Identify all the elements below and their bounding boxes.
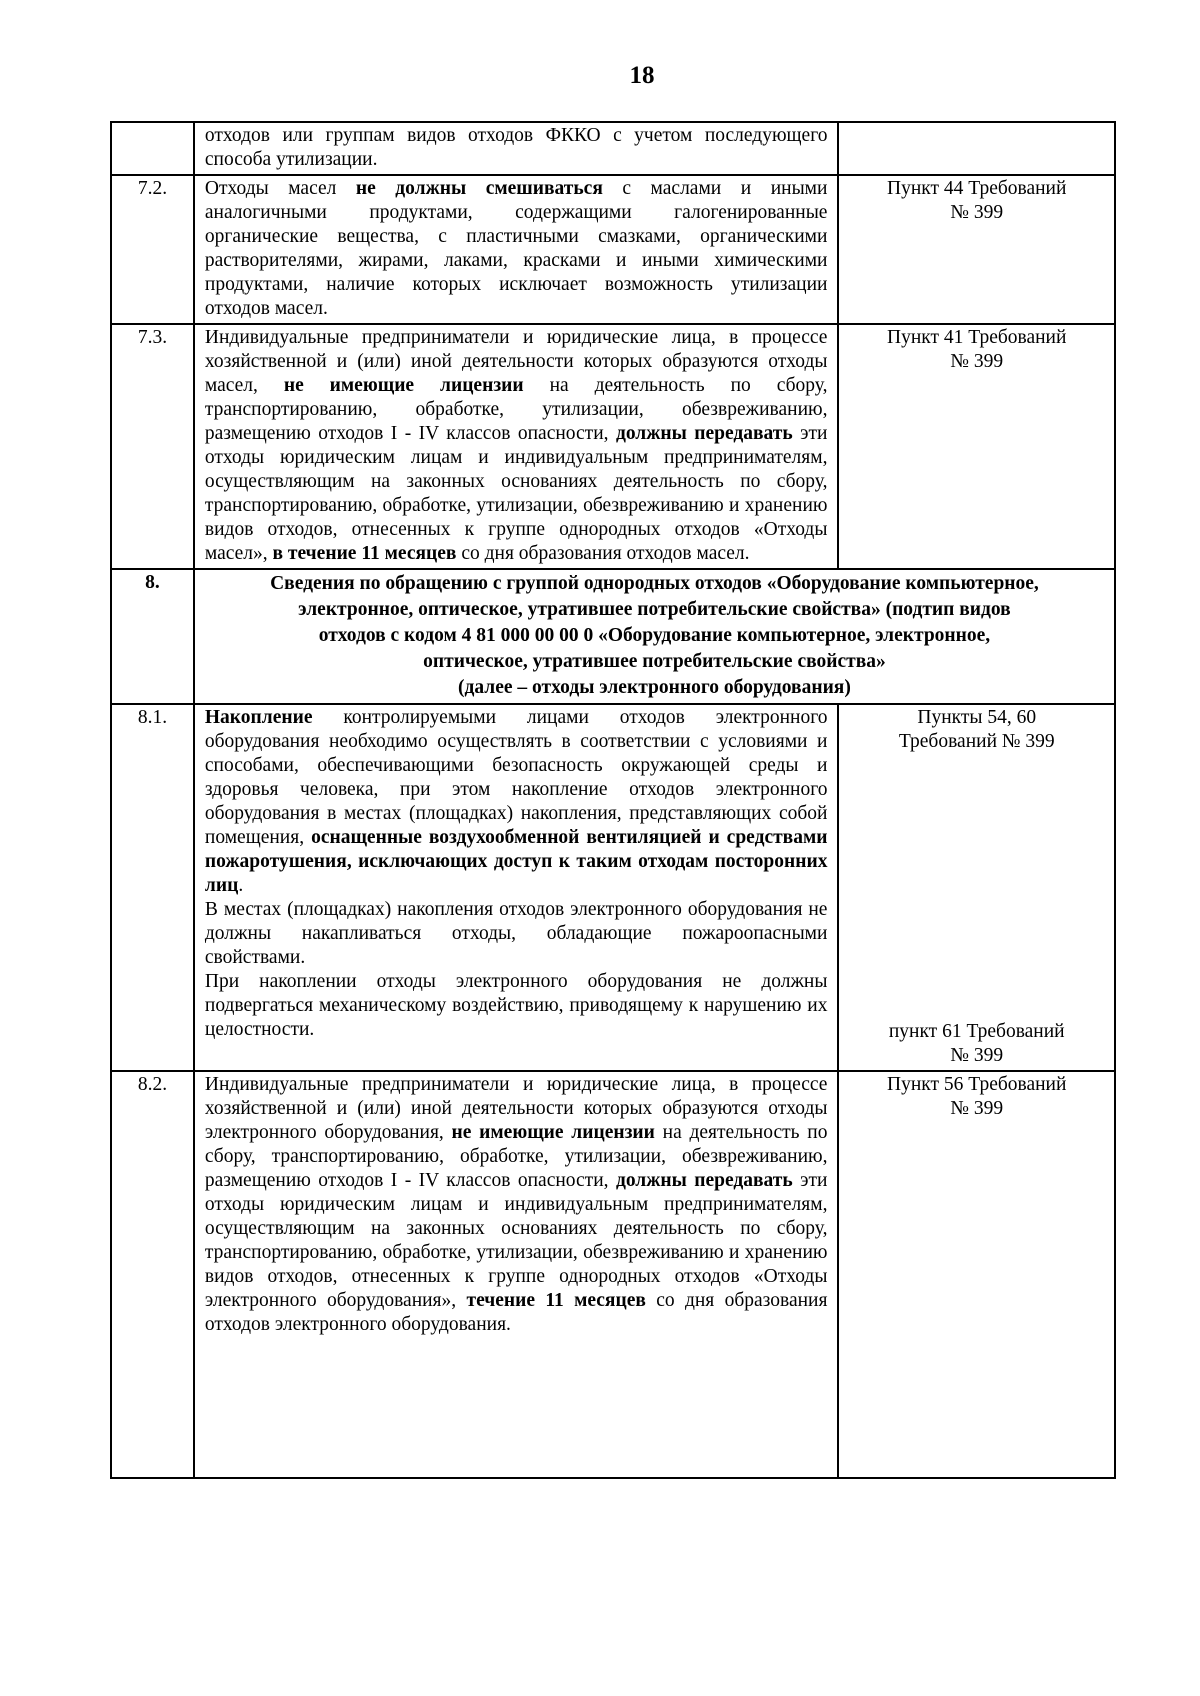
table-row xyxy=(111,1071,1115,1478)
reference-line: № 399 xyxy=(950,1045,1004,1066)
reference-cell xyxy=(838,122,1115,175)
text-fragment: с маслами и иными аналогичными продуктами, содержащими галогенированные органические вещества, с пластичными смазками, органическими растворителями, жирами, лаками, красками и иными химическими продуктами, наличие которых исключает возможность утилизации отходов масел. xyxy=(204,178,828,319)
row-number: 8.1. xyxy=(111,704,194,1071)
reference-cell xyxy=(838,324,1115,569)
requirements-table xyxy=(110,121,1116,1479)
text-fragment: на деятельность по сбору, транспортированию, обработке, утилизации, обезвреживанию, размещению отходов I - IV классов опасности, xyxy=(204,375,828,444)
text-fragment: Индивидуальные предприниматели и юридические лица, в процессе хозяйственной и (или) иной деятельности которых образуются отходы масел, xyxy=(204,327,828,396)
text-fragment: . xyxy=(238,875,244,896)
reference-cell xyxy=(838,175,1115,324)
bold-emphasis: не имеющие лицензии xyxy=(451,1122,655,1143)
reference-line: Пункт 44 Требований xyxy=(887,178,1067,199)
text-fragment: эти отходы юридическим лицам и индивидуальным предпринимателям, осуществляющим на законных основаниях деятельность по сбору, транспортированию, обработке, утилизации, обезвреживанию и хранению видов отходов, отнесенных к группе однородных отходов «Отходы электронного оборудования», xyxy=(204,1170,828,1311)
reference-line: Пункт 41 Требований xyxy=(887,327,1067,348)
reference-line: пункт 61 Требований xyxy=(888,1021,1065,1042)
table-row xyxy=(111,704,1115,1071)
text-fragment: со дня образования отходов электронного оборудования. xyxy=(204,1290,828,1335)
section-number: 8. xyxy=(111,569,194,704)
bold-emphasis: должны передавать xyxy=(615,423,793,444)
row-number: 8.2. xyxy=(111,1071,194,1478)
reference-cell xyxy=(838,1071,1115,1478)
requirement-text xyxy=(194,122,839,175)
requirement-text xyxy=(194,704,839,1071)
bold-emphasis: течение 11 месяцев xyxy=(466,1290,646,1311)
bold-emphasis: не имеющие лицензии xyxy=(283,375,524,396)
paragraph xyxy=(205,706,828,898)
requirement-text xyxy=(194,324,839,569)
bold-emphasis: оснащенные воздухообменной вентиляцией и средствами пожаротушения, исключающих доступ к таким отходам посторонних лиц xyxy=(204,827,828,896)
heading-line: отходов с кодом 4 81 000 00 00 0 «Оборудование компьютерное, электронное, xyxy=(318,625,991,646)
text-fragment: на деятельность по сбору, транспортированию, обработке, утилизации, обезвреживанию, размещению отходов I - IV классов опасности, xyxy=(204,1122,828,1191)
row-number-cell xyxy=(111,122,194,175)
text-fragment: отходов или группам видов отходов ФККО с учетом последующего способа утилизации. xyxy=(204,125,828,170)
text-fragment: эти отходы юридическим лицам и индивидуальным предпринимателям, осуществляющим на законных основаниях деятельность по сбору, транспортированию, обработке, утилизации, обезвреживанию и хранению видов отходов, отнесенных к группе однородных отходов «Отходы масел», xyxy=(204,423,828,564)
reference-line: № 399 xyxy=(950,351,1004,372)
paragraph: При накоплении отходы электронного оборудования не должны подвергаться механическому воздействию, приводящему к нарушению их целостности. xyxy=(204,971,828,1040)
paragraph: В местах (площадках) накопления отходов электронного оборудования не должны накапливаться отходы, обладающие пожароопасными свойствами. xyxy=(204,899,828,968)
heading-line: (далее – отходы электронного оборудования) xyxy=(458,677,851,698)
requirement-text xyxy=(194,1071,839,1478)
reference-line: Пункты 54, 60 xyxy=(917,707,1037,728)
table-row xyxy=(111,122,1115,175)
row-number: 7.2. xyxy=(111,175,194,324)
reference-line: Требований № 399 xyxy=(898,731,1055,752)
table-row xyxy=(111,175,1115,324)
reference-spacer xyxy=(849,754,1104,1020)
bold-emphasis: должны передавать xyxy=(615,1170,793,1191)
section-heading xyxy=(194,569,1115,704)
table-row xyxy=(111,324,1115,569)
section-heading-row xyxy=(111,569,1115,704)
heading-line: Сведения по обращению с группой однородных отходов «Оборудование компьютерное, xyxy=(270,573,1039,594)
text-fragment: контролируемыми лицами отходов электронного оборудования необходимо осуществлять в соответствии с условиями и способами, обеспечивающими безопасность окружающей среды и здоровья человека, при этом накопление отходов электронного оборудования в местах (площадках) накопления, представляющих собой помещения, xyxy=(204,707,828,848)
text-fragment: со дня образования отходов масел. xyxy=(456,543,750,564)
bold-emphasis: в течение 11 месяцев xyxy=(272,543,457,564)
requirement-text xyxy=(194,175,839,324)
text-fragment: Индивидуальные предприниматели и юридические лица, в процессе хозяйственной и (или) иной деятельности которых образуются отходы электронного оборудования, xyxy=(204,1074,828,1143)
page-number: 18 xyxy=(629,62,655,89)
reference-line: Пункт 56 Требований xyxy=(887,1074,1067,1095)
text-fragment: Отходы масел xyxy=(204,178,356,199)
reference-line: № 399 xyxy=(950,202,1004,223)
bold-emphasis: Накопление xyxy=(204,707,313,728)
heading-line: электронное, оптическое, утратившее потребительские свойства» (подтип видов xyxy=(298,599,1011,620)
row-number: 7.3. xyxy=(111,324,194,569)
heading-line: оптическое, утратившее потребительские свойства» xyxy=(423,651,886,672)
reference-line: № 399 xyxy=(950,1098,1004,1119)
reference-cell xyxy=(838,704,1115,1071)
bold-emphasis: не должны смешиваться xyxy=(355,178,603,199)
